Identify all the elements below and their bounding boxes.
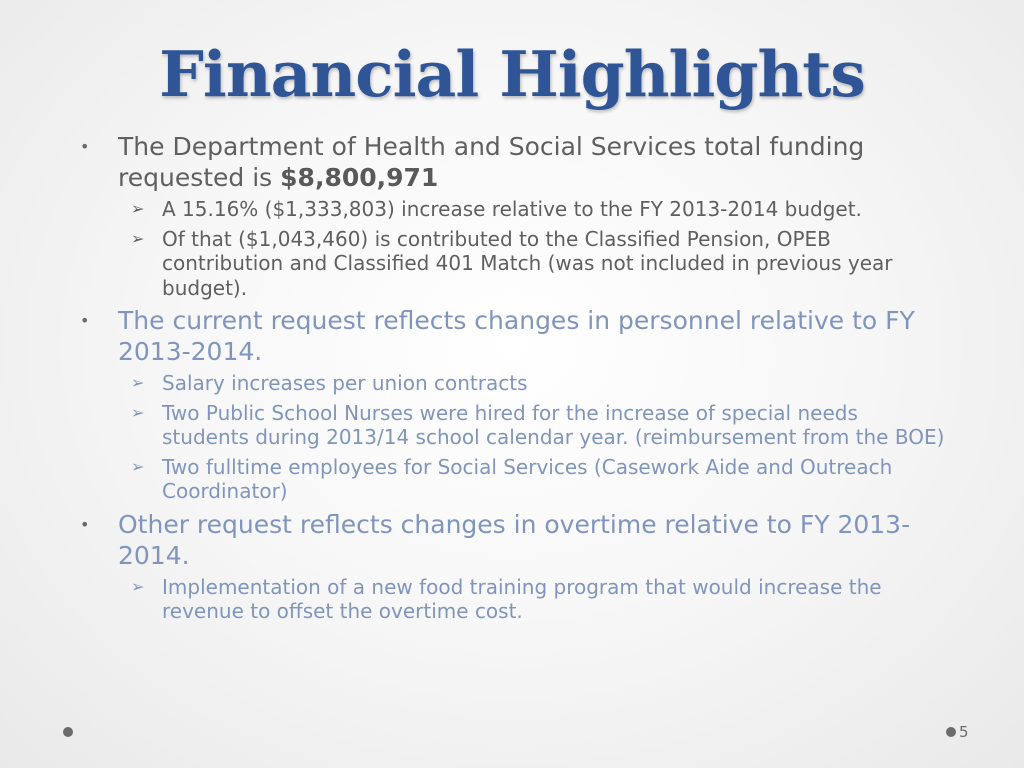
sub-bullet-salary [78, 371, 948, 396]
slide-title: Financial Highlights [159, 37, 865, 111]
bullet-overtime [78, 509, 948, 571]
footer-dot-icon [63, 727, 73, 737]
funding-amount: $8,800,971 [280, 163, 439, 192]
bullet-funding-text: The Department of Health and Social Services total funding requested is [118, 132, 865, 192]
arrow-bullet-icon: ➢ [131, 456, 145, 476]
sub-bullet-food-program [78, 575, 948, 624]
sub-bullet-increase [78, 197, 948, 222]
arrow-bullet-icon: ➢ [131, 402, 145, 422]
sub-bullet-text: Salary increases per union contracts [162, 371, 528, 395]
sub-bullet-pension [78, 227, 948, 301]
arrow-bullet-icon: ➢ [131, 373, 145, 392]
bullet-icon: • [80, 514, 90, 534]
arrow-bullet-icon: ➢ [131, 576, 145, 596]
footer-dot-icon [946, 727, 956, 737]
sub-bullet-text: Two Public School Nurses were hired for the increase of special needs students during 2013/14 school calendar year. (reimbursement from the BOE) [162, 400, 945, 449]
bullet-personnel-text: The current request reflects changes in personnel relative to FY 2013-2014. [118, 306, 915, 366]
bullet-icon: • [80, 137, 90, 156]
sub-bullet-employees [78, 455, 948, 504]
arrow-bullet-icon: ➢ [131, 199, 145, 218]
bullet-personnel [78, 305, 948, 367]
bullet-funding [78, 131, 948, 193]
sub-bullet-text: Two fulltime employees for Social Services (Casework Aide and Outreach Coordinator) [162, 454, 893, 503]
sub-bullet-text: Implementation of a new food training program that would increase the revenue to offset the overtime cost. [162, 574, 882, 623]
bullet-icon: • [80, 311, 90, 330]
slide-content [78, 131, 948, 629]
arrow-bullet-icon: ➢ [131, 228, 145, 248]
page-number: 5 [959, 723, 969, 741]
sub-bullet-text: Of that ($1,043,460) is contributed to the Classified Pension, OPEB contribution and Classified 401 Match (was not included in previous year budget). [162, 226, 893, 300]
sub-bullet-nurses [78, 401, 948, 450]
sub-bullet-text: A 15.16% ($1,333,803) increase relative to the FY 2013-2014 budget. [162, 197, 862, 221]
bullet-overtime-text: Other request reflects changes in overtime relative to FY 2013-2014. [118, 509, 911, 570]
